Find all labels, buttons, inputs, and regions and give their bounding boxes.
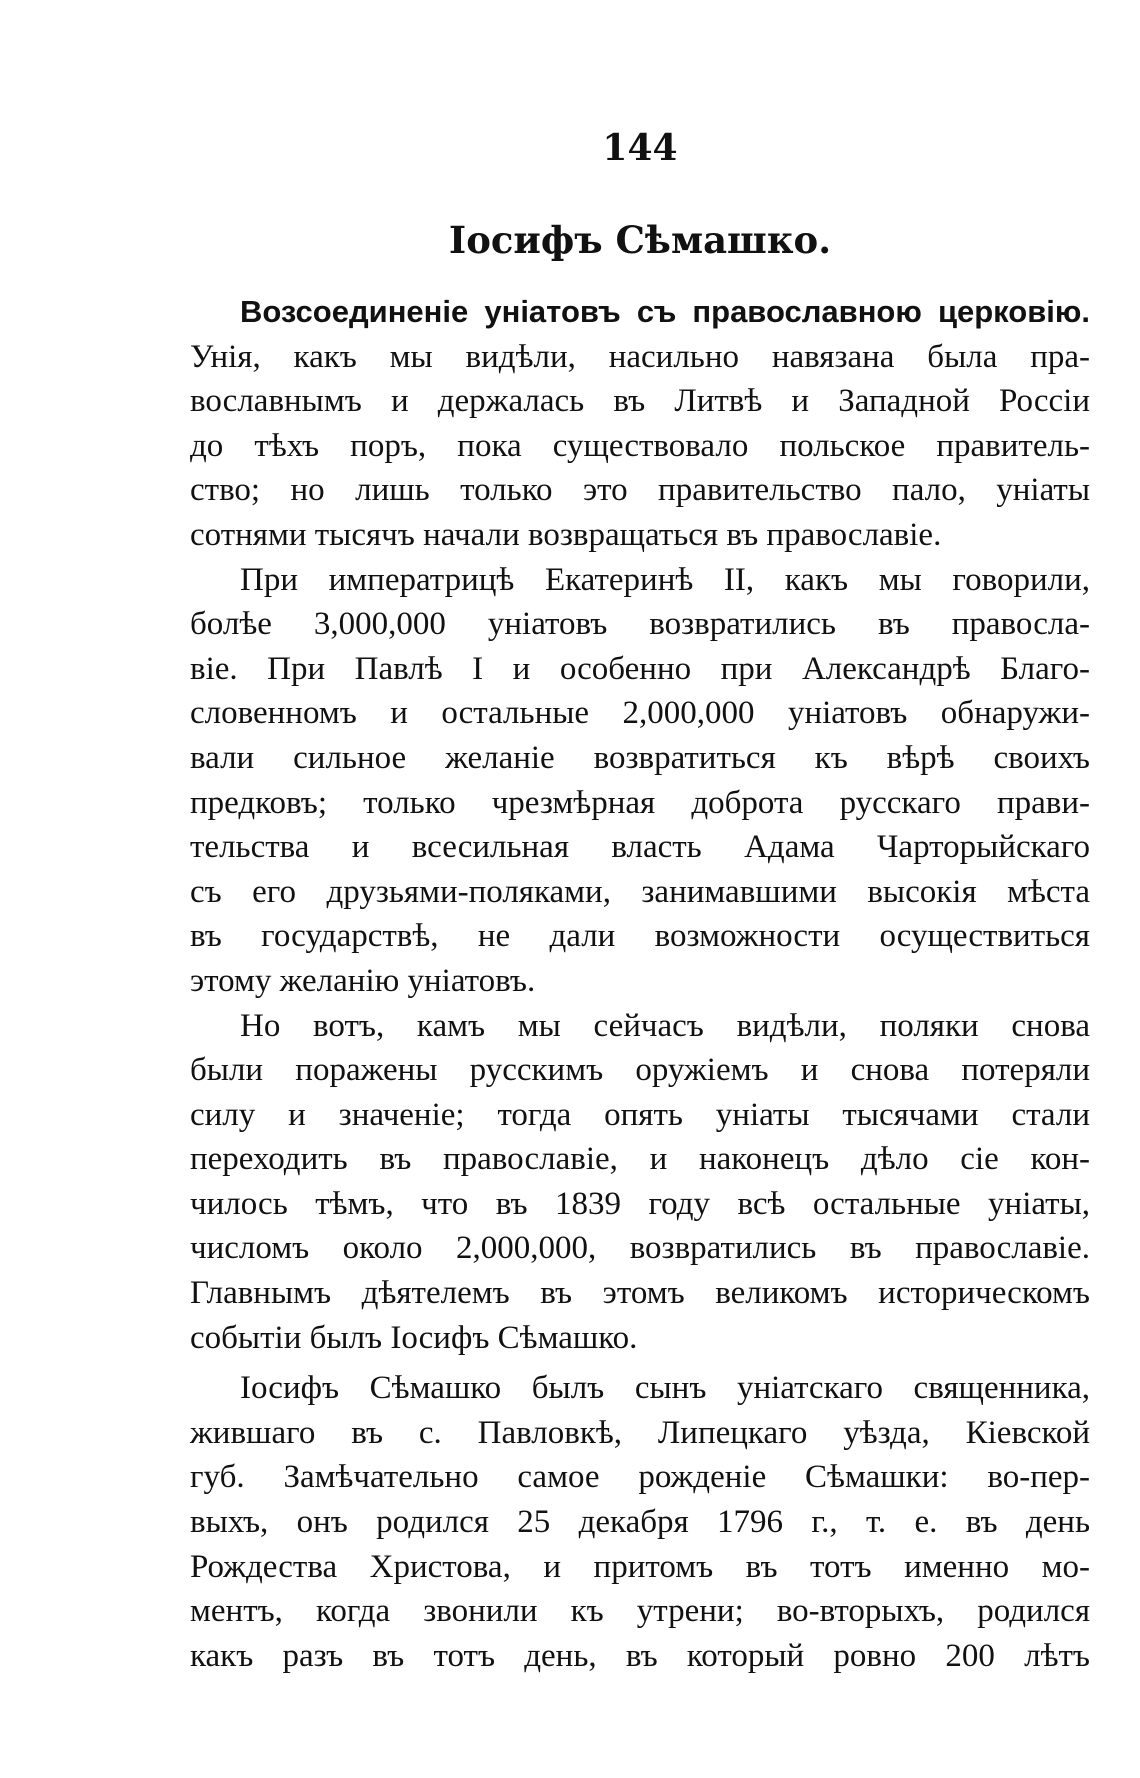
text-line: чилось тѣмъ, что въ 1839 году всѣ остальные уніаты, — [190, 1185, 1090, 1222]
text-line: тельства и всесильная власть Адама Чарторыйскаго — [190, 829, 1090, 866]
text-line: были поражены русскимъ оружіемъ и снова потеряли — [190, 1052, 1090, 1089]
text-line: съ его друзьями-поляками, занимавшими высокія мѣста — [190, 873, 1090, 910]
text-line: віе. При Павлѣ I и особенно при Александрѣ Благо- — [190, 650, 1090, 687]
body-text — [190, 290, 1090, 1678]
text-line: Рождества Христова, и притомъ въ тотъ именно мо- — [190, 1548, 1090, 1585]
text-line: Іосифъ Сѣмашко былъ сынъ уніатскаго священника, — [240, 1370, 1090, 1407]
text-line: вали сильное желаніе возвратиться къ вѣрѣ своихъ — [190, 739, 1090, 776]
text-line: силу и значеніе; тогда опять уніаты тысячами стали — [190, 1096, 1090, 1133]
text-line: до тѣхъ поръ, пока существовало польское правитель- — [190, 427, 1090, 464]
text-line: этому желанію уніатовъ. — [190, 962, 536, 999]
text-line: событіи былъ Іосифъ Сѣмашко. — [190, 1319, 638, 1356]
text-line: какъ разъ въ тотъ день, въ который ровно 200 лѣтъ — [190, 1637, 1090, 1674]
text-line: словенномъ и остальные 2,000,000 уніатовъ обнаружи- — [190, 695, 1090, 732]
text-line: въ государствѣ, не дали возможности осуществиться — [190, 918, 1090, 955]
book-page — [190, 0, 1090, 1778]
text-line: Главнымъ дѣятелемъ въ этомъ великомъ историческомъ — [190, 1275, 1090, 1312]
section-heading-line — [190, 290, 1090, 335]
text-line: губ. Замѣчательно самое рожденіе Сѣмашки: во-пер- — [190, 1459, 1090, 1496]
text-line: предковъ; только чрезмѣрная доброта русскаго прави- — [190, 784, 1090, 821]
text-line: ментъ, когда звонили къ утрени; во-вторыхъ, родился — [190, 1593, 1090, 1630]
page-number: 144 — [602, 127, 678, 169]
text-line: числомъ около 2,000,000, возвратились въ православіе. — [190, 1230, 1090, 1267]
text-line: выхъ, онъ родился 25 декабря 1796 г., т. е. въ день — [190, 1504, 1090, 1541]
text-line: Унія, какъ мы видѣли, насильно навязана была пра- — [190, 338, 1090, 375]
text-line: сотнями тысячъ начали возвращаться въ православіе. — [190, 516, 942, 553]
text-line: Но вотъ, камъ мы сейчасъ видѣли, поляки снова — [240, 1007, 1090, 1044]
text-line: При императрицѣ Екатеринѣ II, какъ мы говорили, — [240, 561, 1090, 598]
text-line: вославнымъ и держалась въ Литвѣ и Западной Россіи — [190, 383, 1090, 420]
text-line: болѣе 3,000,000 уніатовъ возвратились въ правосла- — [190, 606, 1090, 643]
chapter-title: Іосифъ Сѣмашко. — [448, 218, 832, 262]
text-line: переходить въ православіе, и наконецъ дѣло сіе кон- — [190, 1141, 1090, 1178]
section-heading: Возсоединеніе уніатовъ съ православною церковію. — [240, 294, 1090, 329]
text-line: жившаго въ с. Павловкѣ, Липецкаго уѣзда, Кіевской — [190, 1414, 1090, 1451]
text-line: ство; но лишь только это правительство пало, уніаты — [190, 472, 1090, 509]
